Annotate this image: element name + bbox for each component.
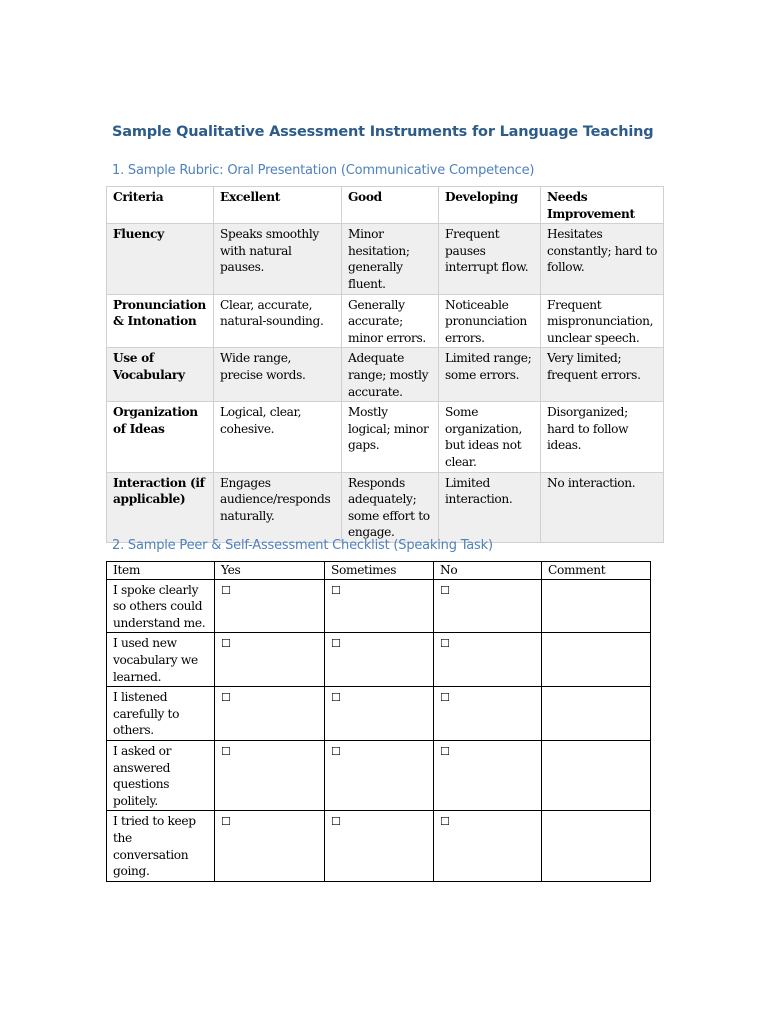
rubric-cell: Fluency	[107, 224, 214, 294]
checkbox-icon[interactable]: ☐	[440, 637, 450, 651]
checklist-heading: 2. Sample Peer & Self-Assessment Checklist (Speaking Task)	[112, 538, 493, 553]
rubric-cell: Organization of Ideas	[107, 402, 214, 472]
rubric-cell: Adequate range; mostly accurate.	[342, 348, 439, 402]
rubric-heading: 1. Sample Rubric: Oral Presentation (Communicative Competence)	[112, 163, 535, 178]
rubric-cell: Noticeable pronunciation errors.	[439, 294, 541, 348]
rubric-cell: Pronunciation & Intonation	[107, 294, 214, 348]
rubric-header-good: Good	[342, 187, 439, 224]
rubric-row-fluency	[107, 224, 664, 294]
rubric-cell: Speaks smoothly with natural pauses.	[214, 224, 342, 294]
rubric-cell: Disorganized; hard to follow ideas.	[541, 402, 664, 472]
checklist-comment-cell[interactable]	[542, 740, 651, 810]
checklist-cell-sometimes[interactable]	[325, 687, 434, 741]
checklist-header-yes: Yes	[215, 562, 325, 580]
rubric-cell: Minor hesitation; generally fluent.	[342, 224, 439, 294]
rubric-header-excellent: Excellent	[214, 187, 342, 224]
rubric-cell: Some organization, but ideas not clear.	[439, 402, 541, 472]
checklist-header-sometimes: Sometimes	[325, 562, 434, 580]
rubric-cell: Limited range; some errors.	[439, 348, 541, 402]
checklist-comment-cell[interactable]	[542, 687, 651, 741]
rubric-cell: No interaction.	[541, 472, 664, 542]
rubric-row-pronunciation	[107, 294, 664, 348]
rubric-cell: Limited interaction.	[439, 472, 541, 542]
checklist-header-no: No	[434, 562, 542, 580]
checkbox-icon[interactable]: ☐	[331, 744, 341, 758]
checkbox-icon[interactable]: ☐	[221, 744, 231, 758]
checklist-item-label: I tried to keep the conversation going.	[107, 811, 215, 881]
checkbox-icon[interactable]: ☐	[221, 637, 231, 651]
rubric-cell: Interaction (if applicable)	[107, 472, 214, 542]
checklist-header-item: Item	[107, 562, 215, 580]
checkbox-icon[interactable]: ☐	[331, 583, 341, 597]
rubric-cell: Hesitates constantly; hard to follow.	[541, 224, 664, 294]
checkbox-icon[interactable]: ☐	[440, 744, 450, 758]
checkbox-icon[interactable]: ☐	[440, 691, 450, 705]
checklist-header-comment: Comment	[542, 562, 651, 580]
checklist-cell-no[interactable]	[434, 687, 542, 741]
checklist-cell-sometimes[interactable]	[325, 740, 434, 810]
checklist-table	[106, 561, 651, 882]
checklist-item-label: I asked or answered questions politely.	[107, 740, 215, 810]
checkbox-icon[interactable]: ☐	[331, 691, 341, 705]
rubric-cell: Engages audience/responds naturally.	[214, 472, 342, 542]
checklist-comment-cell[interactable]	[542, 579, 651, 633]
rubric-cell: Clear, accurate, natural-sounding.	[214, 294, 342, 348]
checklist-header-row	[107, 562, 651, 580]
rubric-header-developing: Developing	[439, 187, 541, 224]
page-title: Sample Qualitative Assessment Instruments for Language Teaching	[112, 124, 654, 140]
rubric-cell: Responds adequately; some effort to engage.	[342, 472, 439, 542]
rubric-row-vocabulary	[107, 348, 664, 402]
checklist-comment-cell[interactable]	[542, 633, 651, 687]
checklist-cell-no[interactable]	[434, 740, 542, 810]
checklist-cell-sometimes[interactable]	[325, 633, 434, 687]
checklist-comment-cell[interactable]	[542, 811, 651, 881]
checkbox-icon[interactable]: ☐	[221, 691, 231, 705]
checkbox-icon[interactable]: ☐	[440, 583, 450, 597]
checklist-cell-sometimes[interactable]	[325, 811, 434, 881]
rubric-table	[106, 186, 664, 543]
checkbox-icon[interactable]: ☐	[221, 583, 231, 597]
checklist-cell-yes[interactable]	[215, 687, 325, 741]
checklist-cell-yes[interactable]	[215, 633, 325, 687]
checkbox-icon[interactable]: ☐	[331, 637, 341, 651]
checkbox-icon[interactable]: ☐	[221, 815, 231, 829]
rubric-row-organization	[107, 402, 664, 472]
checklist-row	[107, 687, 651, 741]
rubric-header-criteria: Criteria	[107, 187, 214, 224]
checkbox-icon[interactable]: ☐	[440, 815, 450, 829]
rubric-row-interaction	[107, 472, 664, 542]
checklist-item-label: I listened carefully to others.	[107, 687, 215, 741]
rubric-cell: Frequent pauses interrupt flow.	[439, 224, 541, 294]
checklist-cell-sometimes[interactable]	[325, 579, 434, 633]
checklist-row	[107, 633, 651, 687]
checklist-row	[107, 740, 651, 810]
rubric-header-row	[107, 187, 664, 224]
rubric-cell: Generally accurate; minor errors.	[342, 294, 439, 348]
checkbox-icon[interactable]: ☐	[331, 815, 341, 829]
checklist-cell-yes[interactable]	[215, 740, 325, 810]
checklist-cell-no[interactable]	[434, 579, 542, 633]
checklist-cell-no[interactable]	[434, 633, 542, 687]
rubric-cell: Use of Vocabulary	[107, 348, 214, 402]
rubric-cell: Mostly logical; minor gaps.	[342, 402, 439, 472]
checklist-row	[107, 811, 651, 881]
checklist-cell-yes[interactable]	[215, 811, 325, 881]
rubric-cell: Logical, clear, cohesive.	[214, 402, 342, 472]
checklist-cell-yes[interactable]	[215, 579, 325, 633]
rubric-cell: Frequent mispronunciation, unclear speech.	[541, 294, 664, 348]
checklist-item-label: I spoke clearly so others could understand me.	[107, 579, 215, 633]
checklist-item-label: I used new vocabulary we learned.	[107, 633, 215, 687]
rubric-cell: Very limited; frequent errors.	[541, 348, 664, 402]
rubric-header-needs-improvement: Needs Improvement	[541, 187, 664, 224]
checklist-row	[107, 579, 651, 633]
rubric-cell: Wide range, precise words.	[214, 348, 342, 402]
checklist-cell-no[interactable]	[434, 811, 542, 881]
